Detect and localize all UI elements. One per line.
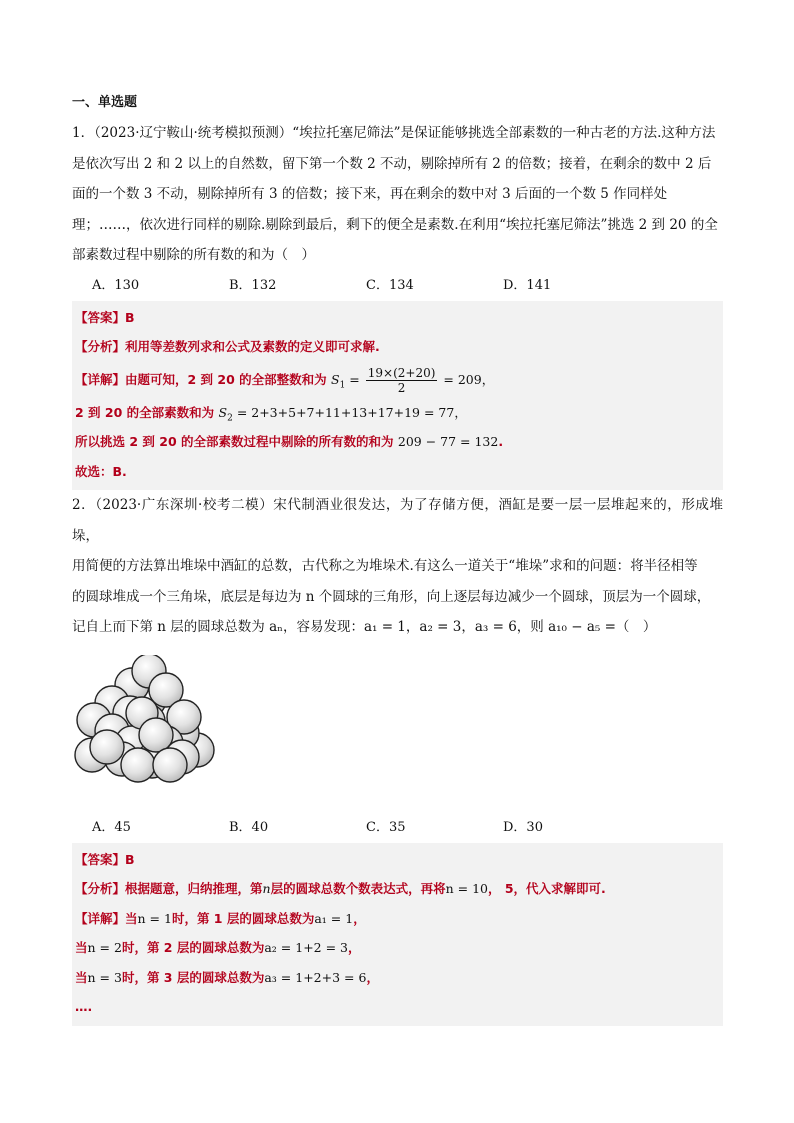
d1-b: n = 1 — [137, 910, 172, 926]
detail-line-1 — [75, 362, 723, 398]
d1-d: a₁ = 1 — [314, 910, 354, 926]
fraction — [366, 366, 438, 395]
analysis-text: 【分析】利用等差数列求和公式及素数的定义即可求解. — [75, 339, 380, 354]
d3-d: a₃ = 1+2+3 = 6 — [264, 969, 367, 985]
question-2 — [72, 490, 723, 1026]
q2-line-4: 记自上而下第 n 层的圆球总数为 aₙ，容易发现：a₁ = 1，a₂ = 3，a₃ = 6，则 a₁₀ − a₅ =（ ） — [72, 619, 657, 635]
option-b: B．132 — [229, 277, 277, 293]
answer-label: 【答案】B — [75, 851, 135, 867]
option-c: C．134 — [366, 277, 414, 293]
q1-line-1: 1．（2023·辽宁鞍山·统考模拟预测）“埃拉托塞尼筛法”是保证能够挑选全部素数的一种古老的方法.这种方法 — [72, 125, 716, 141]
sum-subscript: 1 — [339, 380, 346, 390]
option-a: A．45 — [92, 819, 131, 835]
detail-3-prefix: 所以挑选 2 到 20 的全部素数过程中剔除的所有数的和为 — [75, 434, 394, 449]
d3-b: n = 3 — [87, 969, 122, 985]
question-2-options — [72, 813, 723, 843]
option-c: C．35 — [366, 819, 406, 835]
document-page — [72, 94, 723, 1026]
fraction-numerator: 19×(2+20) — [367, 365, 436, 380]
option-d: D．30 — [503, 819, 543, 835]
analysis-part-c: 层的圆球总数个数表达式，再将 — [270, 881, 446, 896]
analysis-n: n — [262, 881, 271, 896]
q1-line-4: 理；……，依次进行同样的剔除.剔除到最后，剩下的便全是素数.在利用“埃拉托塞尼筛法”挑选 2 到 20 的全 — [72, 216, 718, 233]
analysis-var-n — [263, 881, 271, 896]
d1-c: 时，第 1 层的圆球总数为 — [171, 910, 315, 926]
sum-symbol-2: S — [218, 404, 228, 420]
answer-box-2 — [72, 843, 723, 1026]
fraction-result: = 209 — [443, 371, 482, 387]
d2-b: n = 2 — [87, 940, 122, 955]
detail-2-prefix: 2 到 20 的全部素数和为 — [75, 404, 215, 420]
question-1-text — [72, 118, 723, 271]
analysis-n-eq: n = 10 — [445, 881, 488, 896]
d3-a: 当 — [75, 969, 88, 985]
option-a: A．130 — [92, 277, 140, 293]
d2-d: a₂ = 1+2 = 3 — [264, 940, 348, 955]
q1-line-3: 面的一个数 3 不动，剔除掉所有 3 的倍数；接下来，再在剩余的数中对 3 后面的一个数 5 作同样处 — [72, 186, 668, 202]
question-1 — [72, 118, 723, 490]
option-d: D．141 — [503, 277, 552, 293]
analysis-text — [75, 874, 723, 904]
d3-c: 时，第 3 层的圆球总数为 — [121, 969, 265, 985]
q2-line-2: 用简便的方法算出堆垛中酒缸的总数，古代称之为堆垛术.有这么一道关于“堆垛”求和的问题：将半径相等 — [72, 558, 698, 574]
detail-line-2 — [75, 398, 723, 428]
fraction-denominator: 2 — [397, 380, 406, 395]
answer-label: 【答案】B — [75, 309, 135, 325]
sum-symbol: S — [331, 371, 340, 387]
q2-line-3: 的圆球堆成一个三角垛，底层是每边为 n 个圆球的三角形，向上逐层每边减少一个圆球，顶层为一个圆球， — [72, 588, 711, 605]
question-1-options — [72, 271, 723, 301]
detail-1-prefix: 【详解】由题可知，2 到 20 的全部整数和为 — [75, 371, 327, 387]
section-title: 一、单选题 — [72, 95, 138, 110]
analysis-part-a: 【分析】根据题意，归纳推理，第 — [75, 881, 263, 896]
sphere-pile-icon — [72, 655, 232, 795]
detail-2-formula: $S_2 = 2+3+5+7+11+13+17+19 = 77$， — [218, 404, 467, 423]
detail-1-formula: $S_1$ = $\frac{19\times(2+20)}{2}$ = 209， — [331, 365, 495, 395]
q1-line-2: 是依次写出 2 和 2 以上的自然数，留下第一个数 2 不动，剔除掉所有 2 的倍数；接着，在剩余的数中 2 后 — [72, 155, 712, 172]
question-2-text — [72, 490, 723, 643]
d2-a: 当 — [75, 940, 88, 955]
detail-3-expr: 209 − 77 = 132 — [397, 434, 499, 449]
sum-subscript-2: 2 — [227, 413, 233, 423]
detail-2-expr: = 2+3+5+7+11+13+17+19 = 77 — [236, 404, 455, 420]
q1-line-5: 部素数过程中剔除的所有数的和为（ ） — [72, 247, 315, 263]
conclusion: 故选：B. — [75, 463, 127, 479]
detail-line-3: 所以挑选 2 到 20 的全部素数过程中剔除的所有数的和为 209 − 77 = 132. — [75, 434, 504, 449]
analysis-part-e: ， 5，代入求解即可. — [487, 881, 606, 896]
detail-line-1: 【详解】当n = 1时，第 1 层的圆球总数为a₁ = 1， — [75, 910, 366, 926]
d2-c: 时，第 2 层的圆球总数为 — [121, 940, 265, 955]
option-b: B．40 — [229, 819, 269, 835]
sphere-pile-figure — [72, 643, 723, 813]
answer-box-1 — [72, 301, 723, 491]
q2-line-1: 2．（2023·广东深圳·校考二模）宋代制酒业很发达，为了存储方便，酒缸是要一层一层堆起来的，形成堆垛， — [72, 497, 723, 544]
detail-line-4: …. — [75, 999, 93, 1014]
d1-a: 【详解】当 — [75, 910, 138, 926]
detail-line-3: 当n = 3时，第 3 层的圆球总数为a₃ = 1+2+3 = 6， — [75, 969, 379, 985]
detail-line-2: 当n = 2时，第 2 层的圆球总数为a₂ = 1+2 = 3， — [75, 940, 361, 955]
